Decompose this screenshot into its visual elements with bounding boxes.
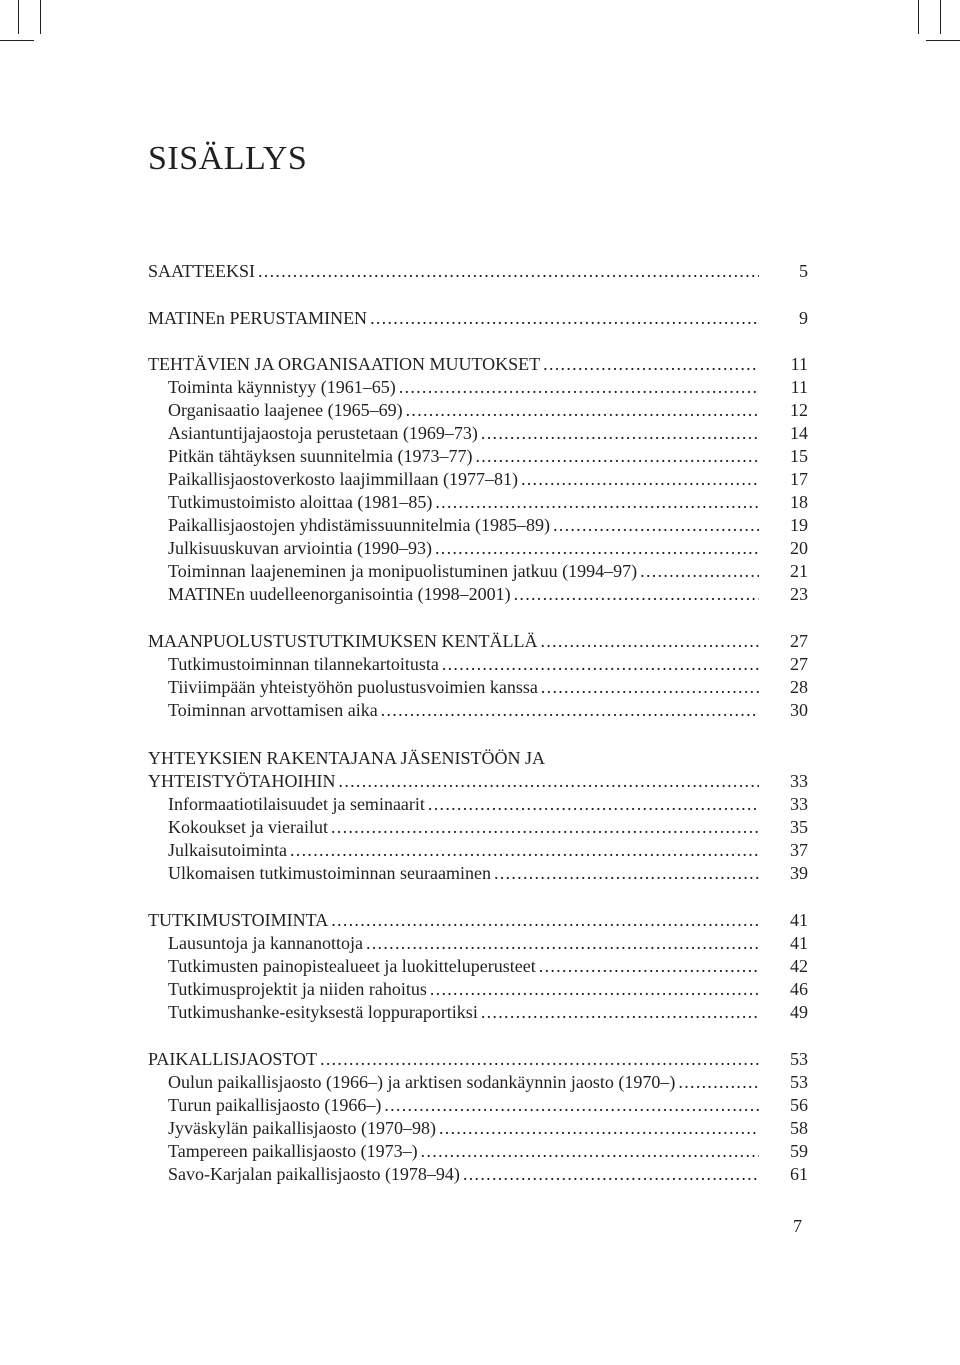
toc-entry-page: 37 [790,840,808,860]
toc-entry-page: 14 [790,423,808,443]
toc-entry-page: 11 [790,354,808,374]
toc-entry [168,375,808,399]
toc-leader [442,652,759,676]
toc-entry [168,513,808,537]
toc-leader [463,1162,759,1186]
toc-entry [168,838,808,862]
toc-leader [331,815,759,839]
toc-entry-page: 33 [790,771,808,791]
toc-leader [399,375,759,399]
toc-entry-title: Paikallisjaostoverkosto laajimmillaan (1977–81) [168,469,518,489]
toc-entry-page: 41 [790,910,808,930]
toc-leader [435,536,759,560]
toc-leader [678,1070,759,1094]
toc-entry [168,1093,808,1117]
toc-entry [168,1000,808,1024]
toc-entry [168,536,808,560]
toc-leader [521,467,759,491]
toc-entry-title: YHTEISTYÖTAHOIHIN [148,771,336,791]
toc-entry-page: 23 [790,584,808,604]
toc-entry-page: 42 [790,956,808,976]
toc-entry [168,977,808,1001]
toc-leader [258,259,759,283]
toc-entry-page: 20 [790,538,808,558]
toc-entry-title: Kokoukset ja vierailut [168,817,328,837]
toc-leader [428,792,759,816]
toc-leader [384,1093,759,1117]
page-title: SISÄLLYS [148,140,308,177]
page-number: 7 [793,1216,802,1236]
toc-entry-title: Informaatiotilaisuudet ja seminaarit [168,794,425,814]
toc-leader [439,1116,759,1140]
toc-entry-title: Pitkän tähtäyksen suunnitelmia (1973–77) [168,446,473,466]
toc-entry-page: 18 [790,492,808,512]
toc-entry-title: Julkaisutoiminta [168,840,287,860]
toc-entry [168,815,808,839]
toc-entry-title: TUTKIMUSTOIMINTA [148,910,329,930]
toc-entry-title: Lausuntoja ja kannanottoja [168,933,363,953]
toc-leader [539,954,759,978]
toc-entry [168,675,808,699]
crop-mark [40,0,41,34]
toc-entry-title: PAIKALLISJAOSTOT [148,1049,318,1069]
toc-leader [494,861,759,885]
toc-entry-title: TEHTÄVIEN JA ORGANISAATION MUUTOKSET [148,354,541,374]
toc-entry-page: 58 [790,1118,808,1138]
toc-entry-title: Tutkimusprojektit ja niiden rahoitus [168,979,427,999]
toc-entry-page: 11 [790,377,808,397]
toc-entry-page: 49 [790,1002,808,1022]
toc-entry-title: Tutkimusten painopistealueet ja luokitteluperusteet [168,956,536,976]
toc-entry [148,769,808,793]
toc-entry [168,698,808,722]
crop-mark [18,0,19,34]
toc-entry-title: Savo-Karjalan paikallisjaosto (1978–94) [168,1164,460,1184]
toc-entry-title: Tiiviimpään yhteistyöhön puolustusvoimien kanssa [168,677,538,697]
toc-entry [168,467,808,491]
toc-entry-title: MATINEn uudelleenorganisointia (1998–2001) [168,584,511,604]
toc-entry-title: Julkisuuskuvan arviointia (1990–93) [168,538,432,558]
toc-entry-page: 28 [790,677,808,697]
toc-entry-page: 56 [790,1095,808,1115]
toc-entry [148,1047,808,1071]
toc-leader [553,513,759,537]
toc-entry [148,352,808,376]
crop-mark [926,40,960,41]
toc-entry-page: 9 [799,308,808,328]
toc-entry-title: Tutkimustoiminnan tilannekartoitusta [168,654,439,674]
toc-leader [481,1000,759,1024]
toc-entry [168,1139,808,1163]
toc-entry [168,1162,808,1186]
toc-entry-page: 15 [790,446,808,466]
toc-entry [168,421,808,445]
toc-entry-title: MATINEn PERUSTAMINEN [148,308,368,328]
toc-leader [370,306,759,330]
toc-entry-page: 30 [790,700,808,720]
toc-entry-title: Toiminnan arvottamisen aika [168,700,378,720]
toc-entry-title: Jyväskylän paikallisjaosto (1970–98) [168,1118,436,1138]
toc-entry-page: 12 [790,400,808,420]
crop-mark [940,0,941,34]
toc-entry-title: SAATTEEKSI [148,261,255,281]
toc-entry [168,582,808,606]
crop-mark [0,40,34,41]
toc-leader [541,629,760,653]
toc-entry-title: Tampereen paikallisjaosto (1973–) [168,1141,418,1161]
toc-entry-title: Ulkomaisen tutkimustoiminnan seuraaminen [168,863,491,883]
toc-entry-title: Asiantuntijajaostoja perustetaan (1969–73) [168,423,478,443]
toc-entry-title: Paikallisjaostojen yhdistämissuunnitelmia (1985–89) [168,515,550,535]
toc-entry [168,652,808,676]
crop-mark [918,0,919,34]
toc-entry-title: Tutkimustoimisto aloittaa (1981–85) [168,492,433,512]
toc-entry-page: 61 [790,1164,808,1184]
toc-entry [148,908,808,932]
toc-entry-page: 27 [790,654,808,674]
toc-entry-title: Oulun paikallisjaosto (1966–) ja arktisen sodankäynnin jaosto (1970–) [168,1072,676,1092]
toc-entry-title: Toiminnan laajeneminen ja monipuolistuminen jatkuu (1994–97) [168,561,638,581]
toc-leader [475,444,759,468]
toc-leader [640,559,759,583]
toc-entry-page: 39 [790,863,808,883]
toc-leader [366,931,759,955]
toc-entry-title: Turun paikallisjaosto (1966–) [168,1095,382,1115]
toc-entry-page: 33 [790,794,808,814]
toc-entry [168,1116,808,1140]
toc-entry-title: MAANPUOLUSTUSTUTKIMUKSEN KENTÄLLÄ [148,631,538,651]
toc-entry-page: 27 [790,631,808,651]
toc-leader [421,1139,759,1163]
toc-entry-page: 21 [790,561,808,581]
toc-entry [148,259,808,283]
toc-leader [514,582,759,606]
toc-entry-page: 59 [790,1141,808,1161]
toc-leader [320,1047,759,1071]
toc-leader [406,398,759,422]
toc-entry [168,398,808,422]
toc-leader [331,908,759,932]
toc-entry-page: 46 [790,979,808,999]
toc-entry [168,792,808,816]
toc-entry-page: 41 [790,933,808,953]
toc-entry-page: 19 [790,515,808,535]
toc-entry-title: Organisaatio laajenee (1965–69) [168,400,403,420]
toc-entry-page: 53 [790,1072,808,1092]
toc-entry-page: 17 [790,469,808,489]
toc-entry [168,931,808,955]
toc-entry-page: 5 [799,261,808,281]
toc-leader [290,838,759,862]
toc-entry [148,629,808,653]
toc-entry [168,861,808,885]
toc-entry-page: 35 [790,817,808,837]
toc-entry [168,444,808,468]
toc-entry [168,1070,808,1094]
toc-leader [430,977,759,1001]
toc-leader [543,352,759,376]
toc-entry-title: Toiminta käynnistyy (1961–65) [168,377,396,397]
toc-leader [435,490,759,514]
toc-leader [381,698,759,722]
toc-entry [148,306,808,330]
toc-entry-title: Tutkimushanke-esityksestä loppuraportiksi [168,1002,478,1022]
toc-entry [168,490,808,514]
toc-leader [541,675,759,699]
toc-entry-page: 53 [790,1049,808,1069]
toc-heading-line: YHTEYKSIEN RAKENTAJANA JÄSENISTÖÖN JA [148,748,546,768]
toc-leader [339,769,759,793]
toc-entry [168,559,808,583]
toc-entry [168,954,808,978]
toc-leader [481,421,759,445]
